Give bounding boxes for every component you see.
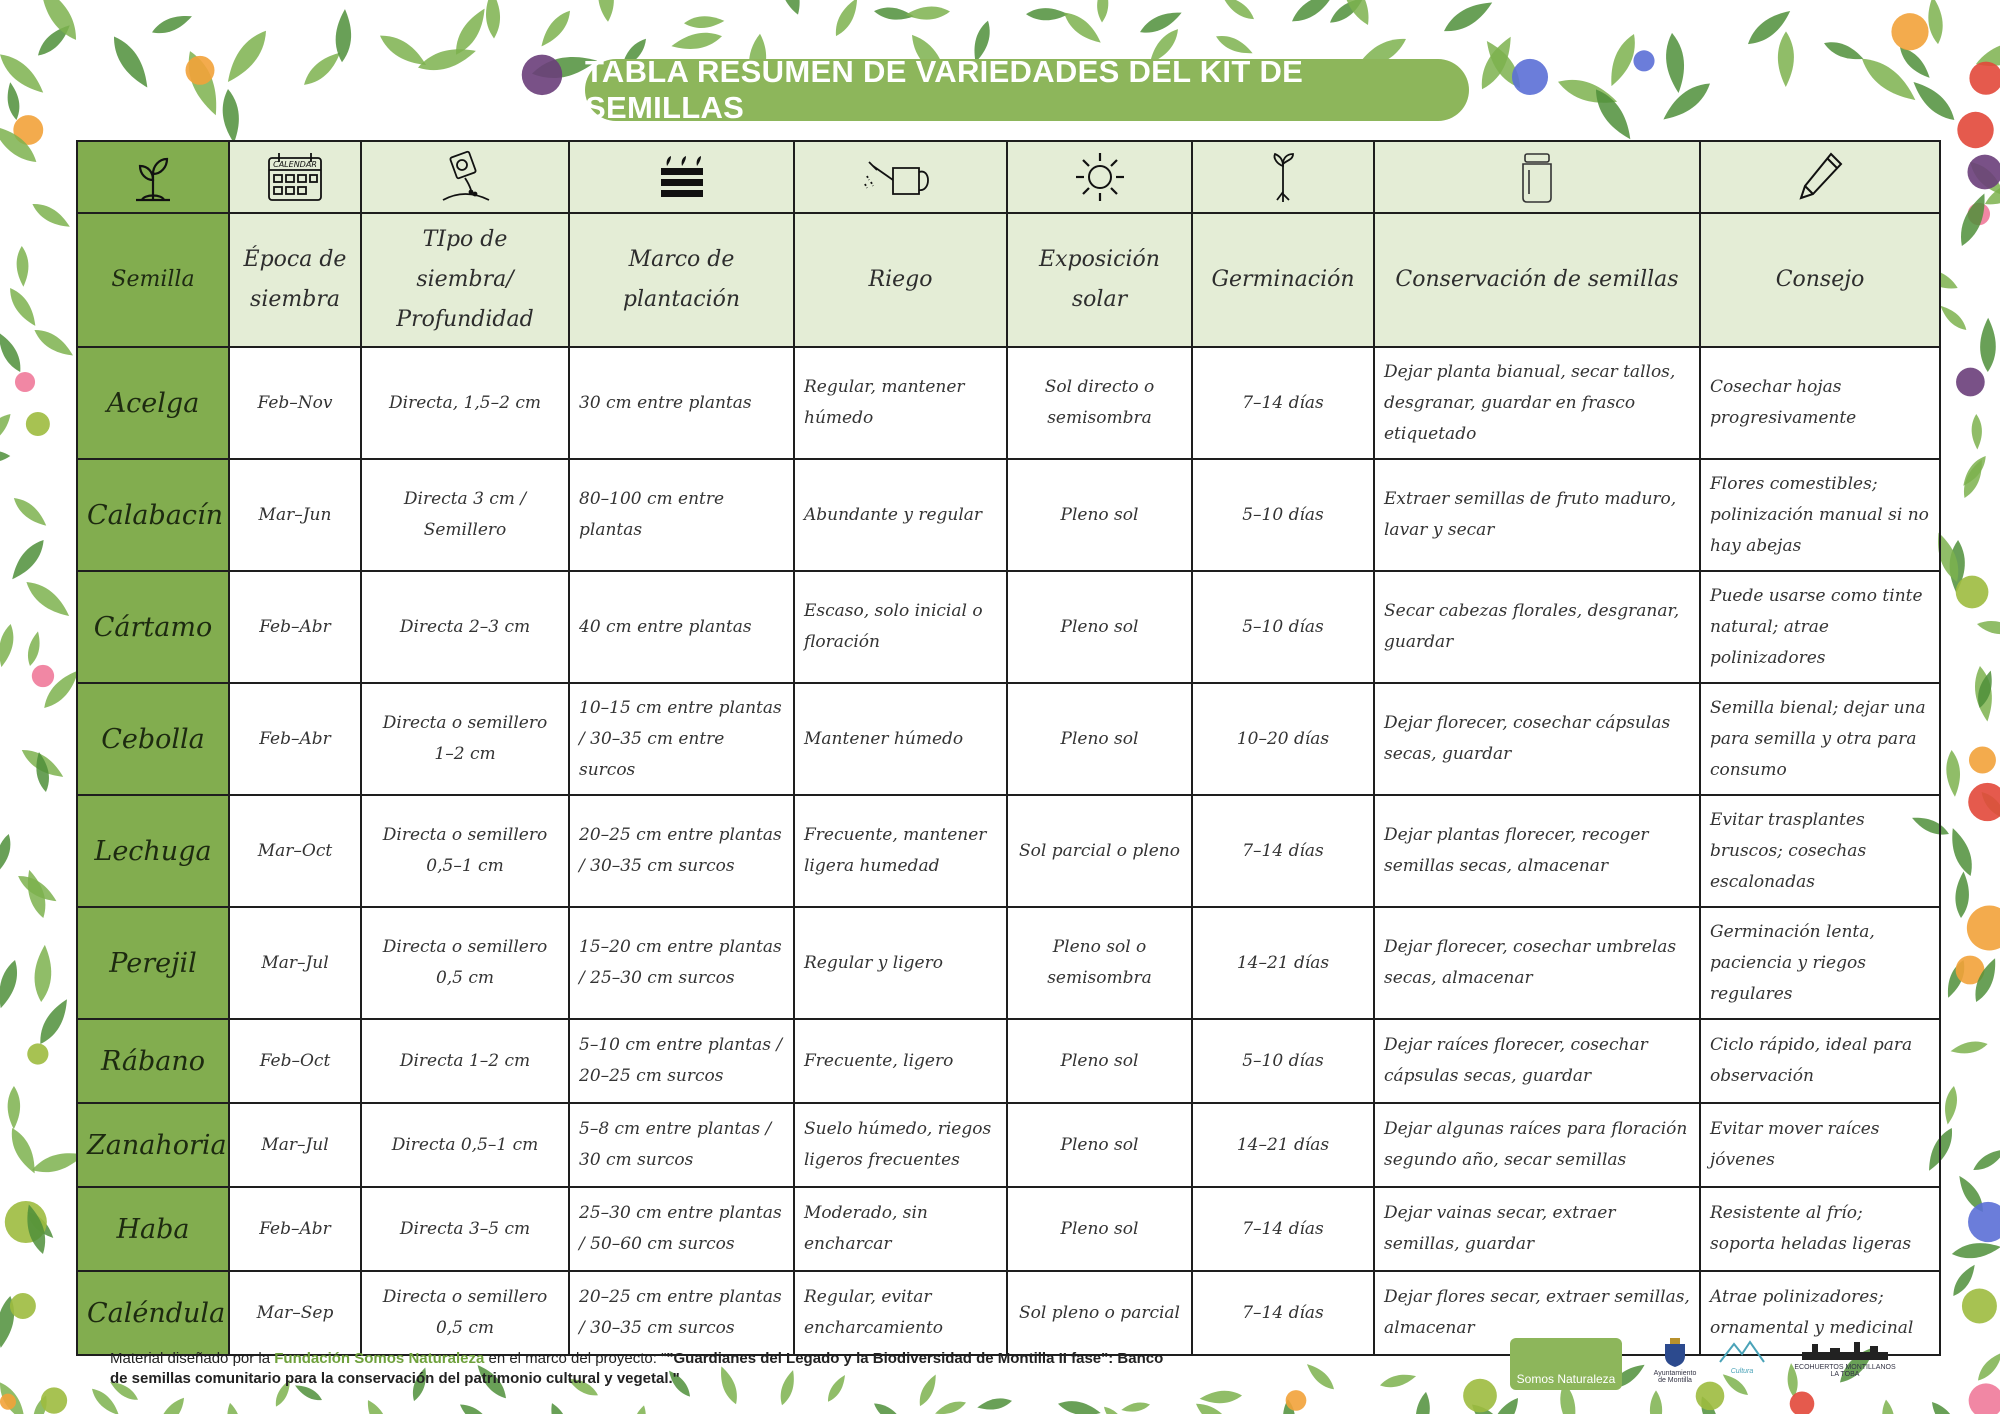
cell-riego: Regular, mantener húmedo <box>794 347 1007 459</box>
cell-cons: Dejar planta bianual, secar tallos, desgranar, guardar en frasco etiquetado <box>1374 347 1700 459</box>
table-row <box>77 683 1940 795</box>
cell-germ: 5–10 días <box>1192 1019 1374 1103</box>
cell-marco: 40 cm entre plantas <box>569 571 794 683</box>
seed-name-cell: Acelga <box>77 347 229 459</box>
cell-epoca: Feb–Nov <box>229 347 361 459</box>
seed-name-cell: Calabacín <box>77 459 229 571</box>
logo-somos-label: Somos Naturaleza <box>1516 1372 1616 1386</box>
cell-epoca: Feb–Oct <box>229 1019 361 1103</box>
mountain-icon <box>1716 1336 1768 1366</box>
cell-marco: 15–20 cm entre plantas / 25–30 cm surcos <box>569 907 794 1019</box>
footer-organization: Fundación Somos Naturaleza <box>274 1350 485 1367</box>
header-row <box>77 213 1940 347</box>
cell-marco: 20–25 cm entre plantas / 30–35 cm surcos <box>569 1271 794 1355</box>
seed-name-cell: Perejil <box>77 907 229 1019</box>
table-row <box>77 347 1940 459</box>
cell-tipo: Directa o semillero 0,5 cm <box>361 907 569 1019</box>
cell-sol: Pleno sol o semisombra <box>1007 907 1192 1019</box>
cell-cons: Dejar plantas florecer, recoger semillas secas, almacenar <box>1374 795 1700 907</box>
cell-riego: Regular, evitar encharcamiento <box>794 1271 1007 1355</box>
jar-icon <box>1374 141 1700 213</box>
cell-tipo: Directa 0,5–1 cm <box>361 1103 569 1187</box>
cell-cons: Dejar florecer, cosechar cápsulas secas, guardar <box>1374 683 1700 795</box>
seed-tray-icon <box>569 141 794 213</box>
footer-credits <box>110 1349 1170 1389</box>
cell-marco: 80–100 cm entre plantas <box>569 459 794 571</box>
header-epoca: Época de siembra <box>229 213 361 347</box>
cell-germ: 14–21 días <box>1192 907 1374 1019</box>
cell-germ: 5–10 días <box>1192 459 1374 571</box>
header-tipo: TIpo de siembra/ Profundidad <box>361 213 569 347</box>
seed-name-cell: Lechuga <box>77 795 229 907</box>
cell-epoca: Mar–Oct <box>229 795 361 907</box>
table-row <box>77 1103 1940 1187</box>
cell-germ: 7–14 días <box>1192 1271 1374 1355</box>
seed-summary-table <box>76 140 1941 1356</box>
watering-can-icon <box>794 141 1007 213</box>
cell-marco: 25–30 cm entre plantas / 50–60 cm surcos <box>569 1187 794 1271</box>
cell-epoca: Mar–Jun <box>229 459 361 571</box>
seed-packet-icon <box>361 141 569 213</box>
cell-tipo: Directa 3 cm / Semillero <box>361 459 569 571</box>
cell-sol: Sol parcial o pleno <box>1007 795 1192 907</box>
cell-epoca: Mar–Sep <box>229 1271 361 1355</box>
crest-icon <box>1662 1336 1688 1368</box>
cell-sol: Pleno sol <box>1007 571 1192 683</box>
sun-icon <box>1007 141 1192 213</box>
table-row <box>77 571 1940 683</box>
cell-consejo: Semilla bienal; dejar una para semilla y otra para consumo <box>1700 683 1940 795</box>
cell-consejo: Ciclo rápido, ideal para observación <box>1700 1019 1940 1103</box>
cell-consejo: Germinación lenta, paciencia y riegos regulares <box>1700 907 1940 1019</box>
table-row <box>77 1019 1940 1103</box>
pencil-icon <box>1700 141 1940 213</box>
footer-project: "Guardianes del Legado y la Biodiversidad de Montilla II fase": Banco de semillas comunitario para la conservación del patrimonio cultural y vegetal." <box>110 1350 1164 1387</box>
seed-name-cell: Rábano <box>77 1019 229 1103</box>
calendar-icon <box>229 141 361 213</box>
header-semilla: Semilla <box>77 213 229 347</box>
cell-sol: Pleno sol <box>1007 459 1192 571</box>
cell-germ: 5–10 días <box>1192 571 1374 683</box>
cell-sol: Pleno sol <box>1007 1019 1192 1103</box>
header-consejo: Consejo <box>1700 213 1940 347</box>
cell-tipo: Directa o semillero 1–2 cm <box>361 683 569 795</box>
cell-tipo: Directa 1–2 cm <box>361 1019 569 1103</box>
cell-cons: Dejar flores secar, extraer semillas, almacenar <box>1374 1271 1700 1355</box>
seed-name-cell: Caléndula <box>77 1271 229 1355</box>
header-conservacion: Conservación de semillas <box>1374 213 1700 347</box>
cell-germ: 7–14 días <box>1192 1187 1374 1271</box>
header-germinacion: Germinación <box>1192 213 1374 347</box>
cell-riego: Suelo húmedo, riegos ligeros frecuentes <box>794 1103 1007 1187</box>
cell-sol: Sol directo o semisombra <box>1007 347 1192 459</box>
cell-tipo: Directa o semillero 0,5–1 cm <box>361 795 569 907</box>
icon-row <box>77 141 1940 213</box>
cell-cons: Dejar algunas raíces para floración segundo año, secar semillas <box>1374 1103 1700 1187</box>
skyline-icon <box>1800 1336 1890 1362</box>
logo-ecohuertos-label: ECOHUERTOS MONTILLANOS LA TOBA <box>1794 1364 1896 1378</box>
table-row <box>77 459 1940 571</box>
logo-ayuntamiento <box>1650 1336 1700 1384</box>
cell-marco: 10–15 cm entre plantas / 30–35 cm entre surcos <box>569 683 794 795</box>
cell-germ: 7–14 días <box>1192 795 1374 907</box>
cell-germ: 14–21 días <box>1192 1103 1374 1187</box>
cell-epoca: Feb–Abr <box>229 571 361 683</box>
footer-middle: en el marco del proyecto: " <box>484 1350 667 1367</box>
seed-name-cell: Zanahoria <box>77 1103 229 1187</box>
cell-cons: Dejar vainas secar, extraer semillas, guardar <box>1374 1187 1700 1271</box>
logo-cultura-label: Cultura <box>1730 1368 1754 1375</box>
cell-cons: Dejar florecer, cosechar umbrelas secas, almacenar <box>1374 907 1700 1019</box>
seedling-icon <box>77 141 229 213</box>
header-exposicion: Exposición solar <box>1007 213 1192 347</box>
cell-marco: 20–25 cm entre plantas / 30–35 cm surcos <box>569 795 794 907</box>
cell-consejo: Flores comestibles; polinización manual si no hay abejas <box>1700 459 1940 571</box>
header-marco: Marco de plantación <box>569 213 794 347</box>
seed-name-cell: Haba <box>77 1187 229 1271</box>
cell-germ: 7–14 días <box>1192 347 1374 459</box>
cell-tipo: Directa, 1,5–2 cm <box>361 347 569 459</box>
cell-riego: Frecuente, ligero <box>794 1019 1007 1103</box>
cell-epoca: Mar–Jul <box>229 1103 361 1187</box>
cell-cons: Dejar raíces florecer, cosechar cápsulas secas, guardar <box>1374 1019 1700 1103</box>
logo-somos-naturaleza <box>1510 1338 1622 1390</box>
cell-consejo: Evitar trasplantes bruscos; cosechas escalonadas <box>1700 795 1940 907</box>
logo-cultura <box>1712 1336 1772 1375</box>
cell-germ: 10–20 días <box>1192 683 1374 795</box>
cell-consejo: Evitar mover raíces jóvenes <box>1700 1103 1940 1187</box>
cell-epoca: Feb–Abr <box>229 1187 361 1271</box>
cell-riego: Abundante y regular <box>794 459 1007 571</box>
cell-riego: Moderado, sin encharcar <box>794 1187 1007 1271</box>
calendar-icon-label: CALENDAR <box>273 160 317 169</box>
seed-name-cell: Cártamo <box>77 571 229 683</box>
table-row <box>77 795 1940 907</box>
cell-sol: Sol pleno o parcial <box>1007 1271 1192 1355</box>
cell-riego: Regular y ligero <box>794 907 1007 1019</box>
cell-cons: Extraer semillas de fruto maduro, lavar y secar <box>1374 459 1700 571</box>
cell-tipo: Directa o semillero 0,5 cm <box>361 1271 569 1355</box>
cell-marco: 5–10 cm entre plantas / 20–25 cm surcos <box>569 1019 794 1103</box>
cell-consejo: Cosechar hojas progresivamente <box>1700 347 1940 459</box>
header-riego: Riego <box>794 213 1007 347</box>
cell-consejo: Puede usarse como tinte natural; atrae polinizadores <box>1700 571 1940 683</box>
cell-marco: 30 cm entre plantas <box>569 347 794 459</box>
logo-ayuntamiento-label: Ayuntamiento de Montilla <box>1653 1370 1697 1384</box>
cell-epoca: Mar–Jul <box>229 907 361 1019</box>
table-row <box>77 1187 1940 1271</box>
cell-consejo: Atrae polinizadores; ornamental y medicinal <box>1700 1271 1940 1355</box>
cell-consejo: Resistente al frío; soporta heladas ligeras <box>1700 1187 1940 1271</box>
cell-riego: Frecuente, mantener ligera humedad <box>794 795 1007 907</box>
cell-sol: Pleno sol <box>1007 1103 1192 1187</box>
cell-cons: Secar cabezas florales, desgranar, guardar <box>1374 571 1700 683</box>
footer-prefix: Material diseñado por la <box>110 1350 275 1367</box>
cell-sol: Pleno sol <box>1007 1187 1192 1271</box>
cell-sol: Pleno sol <box>1007 683 1192 795</box>
seed-name-cell: Cebolla <box>77 683 229 795</box>
cell-marco: 5–8 cm entre plantas / 30 cm surcos <box>569 1103 794 1187</box>
cell-riego: Mantener húmedo <box>794 683 1007 795</box>
cell-tipo: Directa 3–5 cm <box>361 1187 569 1271</box>
sprout-icon <box>1192 141 1374 213</box>
cell-tipo: Directa 2–3 cm <box>361 571 569 683</box>
table-row <box>77 907 1940 1019</box>
cell-epoca: Feb–Abr <box>229 683 361 795</box>
logo-ecohuertos <box>1790 1336 1900 1378</box>
page-title: TABLA RESUMEN DE VARIEDADES DEL KIT DE SEMILLAS <box>585 59 1469 121</box>
cell-riego: Escaso, solo inicial o floración <box>794 571 1007 683</box>
